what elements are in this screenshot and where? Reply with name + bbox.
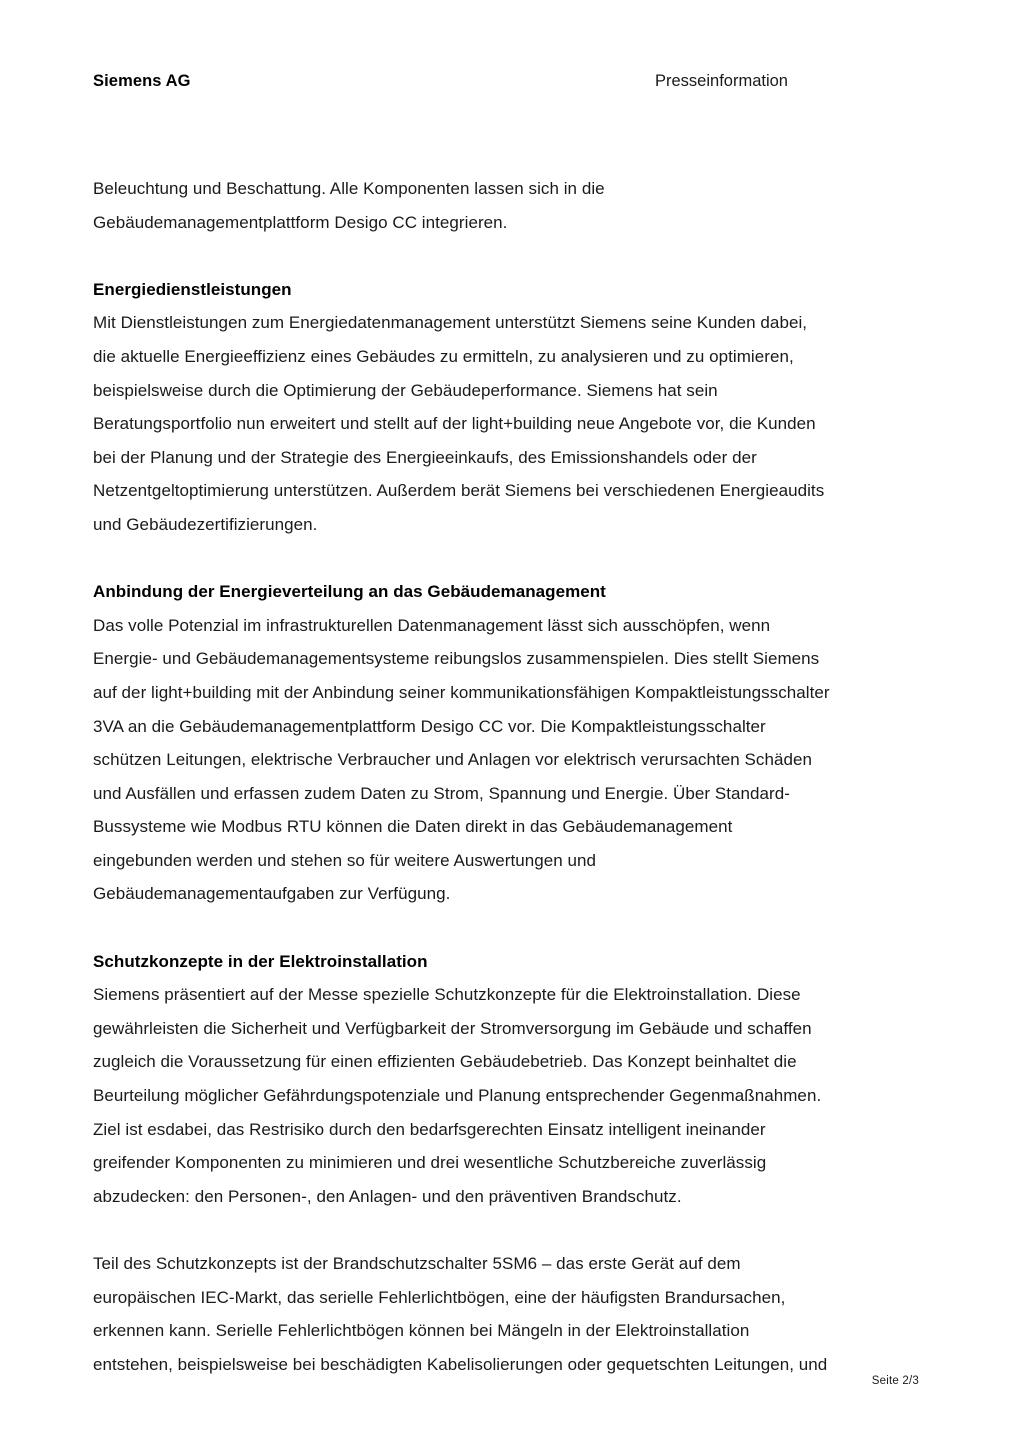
text-line: Bussysteme wie Modbus RTU können die Daten direkt in das Gebäudemanagement: [93, 817, 733, 837]
text-line: entstehen, beispielsweise bei beschädigten Kabelisolierungen oder gequetschten Leitungen, und: [93, 1354, 828, 1374]
document-type-label: Presseinformation: [655, 72, 788, 90]
text-line: eingebunden werden und stehen so für weitere Auswertungen und: [93, 850, 597, 870]
text-line: greifender Komponenten zu minimieren und drei wesentliche Schutzbereiche zuverlässig: [93, 1153, 767, 1173]
body-paragraph: [93, 1247, 919, 1381]
text-line: und Gebäudezertifizierungen.: [93, 514, 318, 534]
text-line: Ziel ist esdabei, das Restrisiko durch den bedarfsgerechten Einsatz intelligent ineinander: [93, 1119, 766, 1139]
text-line: Teil des Schutzkonzepts ist der Brandschutzschalter 5SM6 – das erste Gerät auf dem: [93, 1254, 741, 1273]
text-line: bei der Planung und der Strategie des Energieeinkaufs, des Emissionshandels oder der: [93, 447, 757, 467]
page-header: [93, 72, 915, 96]
text-line: Netzentgeltoptimierung unterstützen. Außerdem berät Siemens bei verschiedenen Energieaudits: [93, 481, 825, 501]
text-line: Das volle Potenzial im infrastrukturellen Datenmanagement lässt sich ausschöpfen, wenn: [93, 615, 771, 635]
page-footer: [93, 1371, 919, 1389]
text-line: gewährleisten die Sicherheit und Verfügbarkeit der Stromversorgung im Gebäude und schaffen: [93, 1018, 812, 1038]
company-name: Siemens AG: [93, 72, 191, 90]
text-line: europäischen IEC-Markt, das serielle Fehlerlichtbögen, eine der häufigsten Brandursachen,: [93, 1287, 786, 1307]
paragraph-spacer: [93, 542, 919, 576]
section-heading: Anbindung der Energieverteilung an das Gebäudemanagement: [93, 582, 606, 602]
body-paragraph: [93, 306, 919, 541]
text-line: 3VA an die Gebäudemanagementplattform Desigo CC vor. Die Kompaktleistungsschalter: [93, 716, 766, 736]
text-line: abzudecken: den Personen-, den Anlagen- und den präventiven Brandschutz.: [93, 1186, 682, 1206]
text-line: die aktuelle Energieeffizienz eines Gebäudes zu ermitteln, zu analysieren und zu optimieren,: [93, 346, 794, 366]
paragraph-spacer: [93, 239, 919, 273]
section-heading: Schutzkonzepte in der Elektroinstallation: [93, 951, 428, 971]
text-line: Beurteilung möglicher Gefährdungspotenziale und Planung entsprechender Gegenmaßnahmen.: [93, 1086, 822, 1106]
text-line: und Ausfällen und erfassen zudem Daten zu Strom, Spannung und Energie. Über Standard-: [93, 783, 790, 803]
body-paragraph: [93, 978, 919, 1213]
body-paragraph: [93, 609, 919, 911]
text-line: Energie- und Gebäudemanagementsysteme reibungslos zusammenspielen. Dies stellt Siemens: [93, 649, 820, 669]
text-line: Gebäudemanagementaufgaben zur Verfügung.: [93, 884, 451, 904]
text-line: zugleich die Voraussetzung für einen effizienten Gebäudebetrieb. Das Konzept beinhaltet die: [93, 1052, 797, 1072]
section-heading: Energiedienstleistungen: [93, 279, 292, 299]
text-line: Siemens präsentiert auf der Messe spezielle Schutzkonzepte für die Elektroinstallation. Diese: [93, 985, 801, 1005]
text-line: Beratungsportfolio nun erweitert und stellt auf der light+building neue Angebote vor, die Kunden: [93, 414, 816, 434]
body-paragraph: [93, 172, 919, 239]
text-line: schützen Leitungen, elektrische Verbraucher und Anlagen vor elektrisch verursachten Schäden: [93, 750, 812, 770]
text-line: Mit Dienstleistungen zum Energiedatenmanagement unterstützt Siemens seine Kunden dabei,: [93, 313, 808, 333]
text-line: auf der light+building mit der Anbindung seiner kommunikationsfähigen Kompaktleistungsschalter: [93, 682, 830, 702]
text-line: Gebäudemanagementplattform Desigo CC integrieren.: [93, 212, 508, 232]
text-line: erkennen kann. Serielle Fehlerlichtbögen können bei Mängeln in der Elektroinstallation: [93, 1321, 750, 1341]
text-line: beispielsweise durch die Optimierung der Gebäudeperformance. Siemens hat sein: [93, 380, 718, 400]
paragraph-spacer: [93, 911, 919, 945]
paragraph-spacer: [93, 1213, 919, 1247]
document-body: [93, 172, 919, 1381]
text-line: Beleuchtung und Beschattung. Alle Komponenten lassen sich in die: [93, 179, 605, 198]
page-number: Seite 2/3: [871, 1375, 919, 1387]
